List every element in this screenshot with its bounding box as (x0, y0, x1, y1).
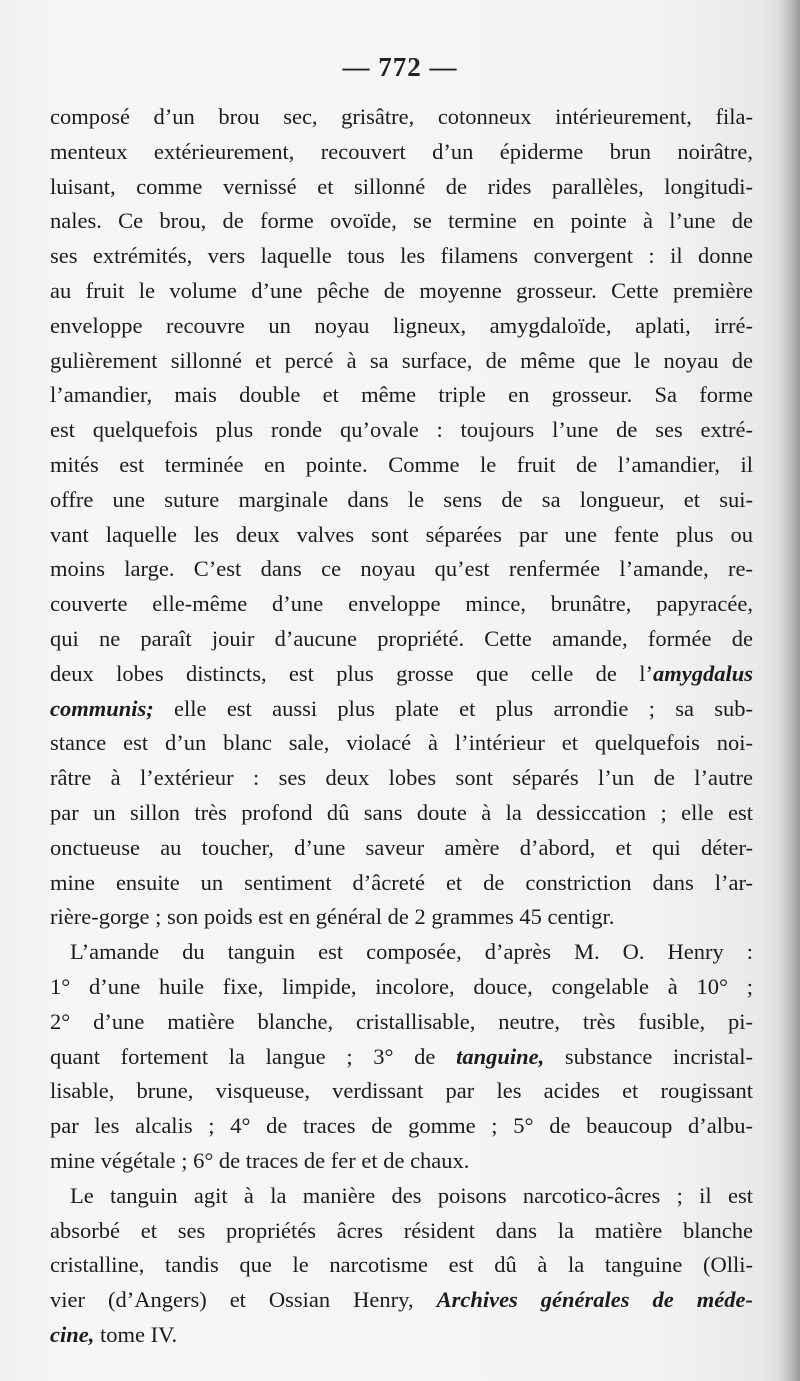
text-segment: cristalline, tandis que le narcotisme est dû à la tanguine (Olli- (50, 1252, 753, 1278)
text-segment: Le tanguin agit à la manière des poisons narcotico-âcres ; il est (70, 1182, 753, 1208)
text-segment: ses extrémités, vers laquelle tous les filamens convergent : il donne (50, 243, 753, 269)
text-line (50, 1248, 753, 1283)
text-segment: râtre à l’extérieur : ses deux lobes sont séparés l’un de l’autre (50, 765, 753, 791)
text-line (50, 1074, 753, 1109)
text-segment: 1° d’une huile fixe, limpide, incolore, douce, congelable à 10° ; (50, 973, 753, 999)
text-line (50, 204, 753, 239)
text-line (50, 1283, 753, 1318)
text-segment: tome IV. (94, 1321, 178, 1347)
text-line (50, 935, 753, 970)
text-line (50, 1179, 753, 1214)
text-segment: nales. Ce brou, de forme ovoïde, se termine en pointe à l’une de (50, 208, 753, 234)
text-line (50, 1109, 753, 1144)
text-segment: luisant, comme vernissé et sillonné de rides parallèles, longitudi- (50, 173, 753, 199)
text-segment: deux lobes distincts, est plus grosse que celle de l’ (50, 660, 653, 686)
text-segment: L’amande du tanguin est composée, d’après M. O. Henry : (70, 939, 753, 965)
text-line (50, 587, 753, 622)
text-line (50, 309, 753, 344)
text-segment: lisable, brune, visqueuse, verdissant par les acides et rougissant (50, 1078, 753, 1104)
text-segment: vier (d’Angers) et Ossian Henry, (50, 1287, 437, 1313)
text-line (50, 657, 753, 692)
text-line (50, 344, 753, 379)
text-segment: qui ne paraît jouir d’aucune propriété. Cette amande, formée de (50, 625, 753, 651)
italic-text: Archives générales de méde- (436, 1287, 753, 1313)
binding-shadow (778, 0, 800, 1381)
text-line (50, 970, 753, 1005)
text-segment: enveloppe recouvre un noyau ligneux, amygdaloïde, aplati, irré- (50, 312, 753, 338)
text-line (50, 274, 753, 309)
text-line (50, 100, 753, 135)
text-line (50, 761, 753, 796)
text-segment: absorbé et ses propriétés âcres résident dans la matière blanche (50, 1217, 753, 1243)
text-line (50, 1214, 753, 1249)
italic-text: cine, (50, 1321, 95, 1347)
text-line (50, 1318, 753, 1353)
text-line (50, 1144, 753, 1179)
text-segment: l’amandier, mais double et même triple en grosseur. Sa forme (50, 382, 753, 408)
body-text (50, 100, 753, 1353)
text-segment: elle est aussi plus plate et plus arrondie ; sa sub- (153, 695, 753, 721)
text-segment: mités est terminée en pointe. Comme le fruit de l’amandier, il (50, 451, 753, 477)
text-segment: composé d’un brou sec, grisâtre, cotonneux intérieurement, fila- (50, 104, 753, 129)
text-line (50, 796, 753, 831)
italic-text: tanguine, (456, 1043, 545, 1069)
italic-text: amygdalus (652, 660, 753, 686)
text-line (50, 552, 753, 587)
text-line (50, 726, 753, 761)
text-line (50, 413, 753, 448)
text-line (50, 831, 753, 866)
text-segment: quant fortement la langue ; 3° de (50, 1043, 457, 1069)
text-line (50, 135, 753, 170)
text-segment: rière-gorge ; son poids est en général de 2 grammes 45 centigr. (50, 904, 615, 930)
page-number: — 772 — (342, 52, 458, 82)
text-line (50, 483, 753, 518)
text-line (50, 1040, 753, 1075)
text-line (50, 1005, 753, 1040)
text-segment: vant laquelle les deux valves sont séparées par une fente plus ou (50, 521, 753, 547)
text-segment: est quelquefois plus ronde qu’ovale : toujours l’une de ses extré- (50, 417, 753, 443)
text-line (50, 448, 753, 483)
italic-text: communis; (50, 695, 154, 721)
text-segment: au fruit le volume d’une pêche de moyenne grosseur. Cette première (50, 277, 753, 303)
text-line (50, 170, 753, 205)
text-segment: par les alcalis ; 4° de traces de gomme ; 5° de beaucoup d’albu- (50, 1113, 753, 1139)
text-segment: mine végétale ; 6° de traces de fer et de chaux. (50, 1147, 470, 1173)
text-line (50, 518, 753, 553)
text-segment: substance incristal- (544, 1043, 753, 1069)
text-segment: stance est d’un blanc sale, violacé à l’intérieur et quelquefois noi- (50, 730, 753, 756)
text-line (50, 866, 753, 901)
text-line (50, 378, 753, 413)
text-segment: par un sillon très profond dû sans doute à la dessiccation ; elle est (50, 799, 753, 825)
text-segment: couverte elle-même d’une enveloppe mince, brunâtre, papyracée, (50, 591, 753, 617)
text-line (50, 239, 753, 274)
text-line (50, 900, 753, 935)
text-segment: menteux extérieurement, recouvert d’un épiderme brun noirâtre, (50, 138, 753, 164)
text-segment: gulièrement sillonné et percé à sa surface, de même que le noyau de (50, 347, 753, 373)
text-segment: offre une suture marginale dans le sens de sa longueur, et sui- (50, 486, 753, 512)
text-segment: mine ensuite un sentiment d’âcreté et de constriction dans l’ar- (50, 869, 753, 895)
text-segment: 2° d’une matière blanche, cristallisable, neutre, très fusible, pi- (50, 1008, 753, 1034)
text-line (50, 622, 753, 657)
text-segment: onctueuse au toucher, d’une saveur amère d’abord, et qui déter- (50, 834, 753, 860)
text-segment: moins large. C’est dans ce noyau qu’est renfermée l’amande, re- (50, 556, 753, 582)
text-line (50, 692, 753, 727)
